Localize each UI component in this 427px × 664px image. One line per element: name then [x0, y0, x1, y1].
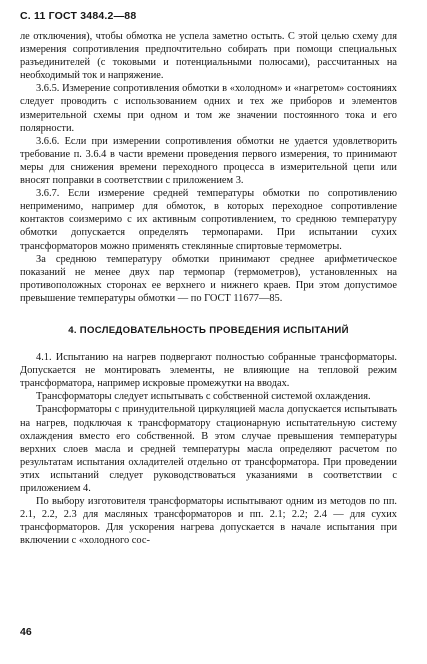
paragraph-cooling-system: Трансформаторы следует испытывать с собственной системой охлаждения.: [36, 391, 371, 403]
paragraph-4-1: 4.1. Испытанию на нагрев подвергают полностью собранные трансформаторы. Допускается не монтировать элементы, не влияющие на тепловой режим трансформатора, например искровые промежутки на вводах.: [20, 352, 397, 390]
paragraph-forced-circulation: Трансформаторы с принудительной циркуляцией масла допускается испытывать на нагрев, подключая к трансформатору стационарную испытательную систему охлаждения вместо его собственной. В этом случае превышения температуры верхних слоев масла и средней температуры масла определяют расчетом по результатам испытания охладителей отдельно от трансформатора. При проведении этих испытаний следует руководствоваться указаниями в соответствии с приложением 4.: [20, 404, 397, 494]
paragraph-3-6-7: 3.6.7. Если измерение средней температуры обмотки по сопротивлению неприменимо, например для обмоток, в которых переходное сопротивление контактов соизмеримо с их активным сопротивлением, то среднюю температуру обмотки допускается определять термопарами. При испытании сухих трансформаторов можно применять стеклянные спиртовые термометры.: [20, 188, 397, 252]
page-body: [20, 30, 397, 547]
paragraph-3-6-6: 3.6.6. Если при измерении сопротивления обмотки не удается удовлетворить требование п. 3.6.4 в части времени проведения первого измерения, то принимают меры для снижения времени переходного процесса в измерительной цепи или вносят поправки в соответствии с приложением 3.: [20, 135, 397, 187]
paragraph-continuation: ле отключения), чтобы обмотка не успела заметно остыть. С этой целью схему для измерения сопротивления предпочтительно собирать при помощи специальных разъединителей (с токовыми и потенциальными полюсами), рассчитанных на необходимый ток и напряжение.: [20, 31, 397, 82]
page-header: С. 11 ГОСТ 3484.2—88: [20, 10, 137, 22]
page-number: 46: [20, 626, 32, 638]
paragraph-test-methods: По выбору изготовителя трансформаторы испытывают одним из методов по пп. 2.1, 2.2, 2.3 для масляных трансформаторов и пп. 2.1; 2.2; 2.4 — для сухих трансформаторов. Для ускорения нагрева допускается в начале испытания при включении с «холодного сос-: [20, 496, 397, 547]
paragraph-3-6-5: 3.6.5. Измерение сопротивления обмотки в «холодном» и «нагретом» состояниях следует проводить с использованием одних и тех же приборов и элементов измерительной схемы при одном и том же значении постоянного тока и его полярности.: [20, 83, 397, 134]
section-title: 4. ПОСЛЕДОВАТЕЛЬНОСТЬ ПРОВЕДЕНИЯ ИСПЫТАНИЙ: [68, 324, 349, 336]
paragraph-average-temperature: За среднюю температуру обмотки принимают среднее арифметическое показаний не менее двух пар термопар (термометров), установленных на противоположных сторонах ее верхнего и нижнего краев. При этом допустимое превышение температуры обмотки — по ГОСТ 11677—85.: [20, 253, 397, 304]
